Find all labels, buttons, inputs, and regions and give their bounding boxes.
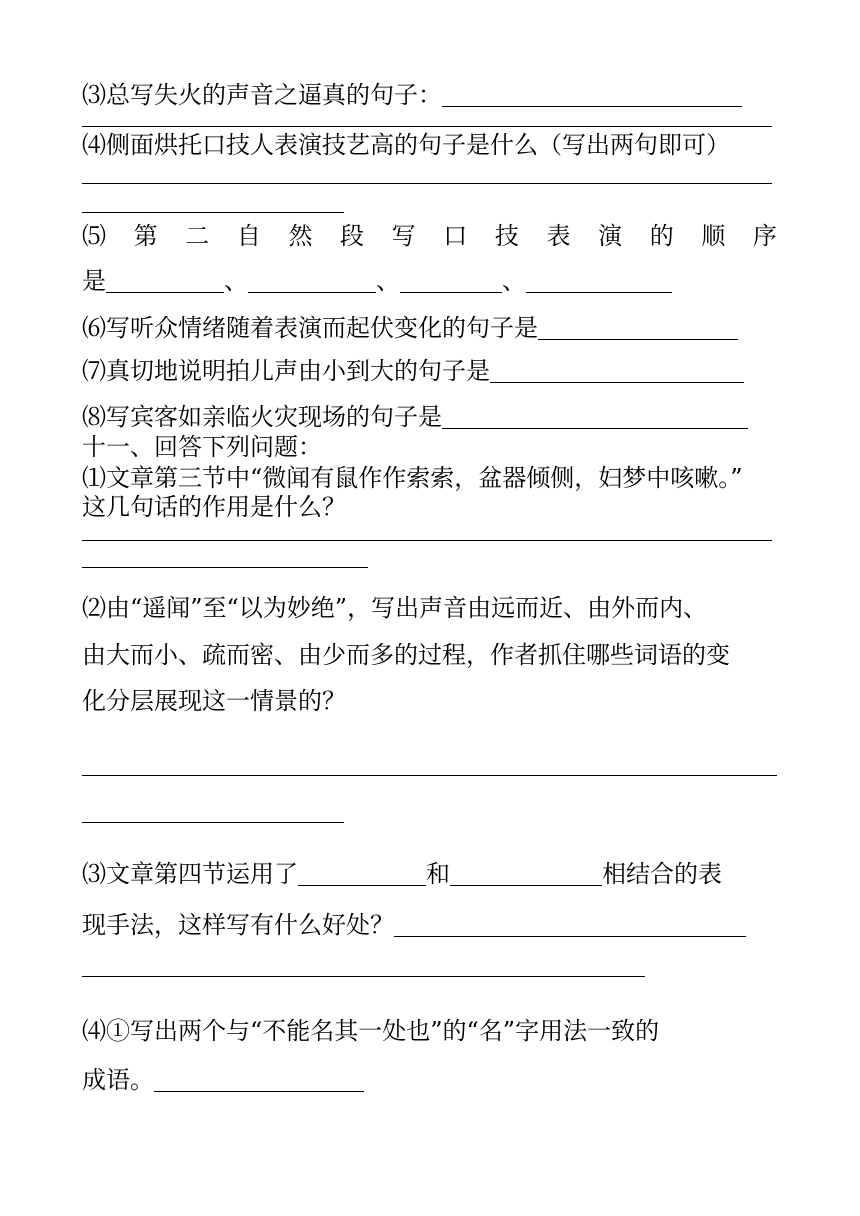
- answer-blank[interactable]: [450, 863, 602, 886]
- q5-char: ⑸: [82, 222, 106, 250]
- question-8: [82, 402, 748, 432]
- answer-line[interactable]: [82, 540, 772, 541]
- question-4: [82, 130, 730, 160]
- section-11-title: 十一、回答下列问题：: [82, 433, 322, 461]
- separator: 、: [502, 267, 526, 295]
- q5-char: 口: [443, 222, 468, 250]
- q5-char: 第: [133, 222, 158, 250]
- answer-blank[interactable]: [106, 270, 224, 293]
- q5-char: 写: [391, 222, 416, 250]
- sub-question-1-text: 这几句话的作用是什么？: [82, 493, 346, 521]
- separator: 、: [376, 267, 400, 295]
- sub-question-1-line2: [82, 492, 346, 522]
- question-7: [82, 356, 744, 386]
- sub-question-3-line2: [82, 910, 746, 940]
- question-3-text: ⑶总写失火的声音之逼真的句子：: [82, 81, 442, 109]
- sub-question-2-line3: [82, 686, 346, 716]
- q5-char: 段: [340, 222, 365, 250]
- answer-blank[interactable]: [394, 914, 746, 937]
- answer-blank[interactable]: [400, 270, 502, 293]
- question-4-text: ⑷侧面烘托口技人表演技艺高的句子是什么（写出两句即可）: [82, 131, 730, 159]
- sub-question-3-text: 现手法，这样写有什么好处？: [82, 911, 394, 939]
- answer-blank[interactable]: [248, 270, 376, 293]
- sub-question-2-text: 由大而小、疏而密、由少而多的过程，作者抓住哪些词语的变: [82, 641, 730, 669]
- question-3: [82, 80, 742, 110]
- answer-blank[interactable]: [298, 863, 426, 886]
- sub-question-4-text: 成语。: [82, 1066, 154, 1094]
- question-7-text: ⑺真切地说明拍儿声由小到大的句子是: [82, 357, 490, 385]
- sub-question-1-text: ⑴文章第三节中“微闻有鼠作作索索，盆器倾侧，妇梦中咳嗽。”: [82, 464, 743, 492]
- q5-char: 然: [288, 222, 313, 250]
- sub-question-3-line1: [82, 859, 722, 889]
- sub-question-2-text: ⑵由“遥闻”至“以为妙绝”，写出声音由远而近、由外而内、: [82, 594, 708, 622]
- sub-question-2-line1: [82, 593, 707, 623]
- question-8-text: ⑻写宾客如亲临火灾现场的句子是: [82, 403, 442, 431]
- q5-char: 的: [649, 222, 674, 250]
- question-6-text: ⑹写听众情绪随着表演而起伏变化的句子是: [82, 314, 538, 342]
- q5-char: 序: [752, 222, 777, 250]
- q5-char: 自: [236, 222, 261, 250]
- sub-question-1-line1: [82, 463, 743, 493]
- sub-question-3-text: ⑶文章第四节运用了: [82, 860, 298, 888]
- answer-blank[interactable]: [154, 1069, 364, 1092]
- answer-blank[interactable]: [538, 317, 738, 340]
- sub-question-2-line2: [82, 640, 730, 670]
- q5-char: 技: [494, 222, 519, 250]
- sub-question-3-text: 相结合的表: [602, 860, 722, 888]
- sub-question-4-line1: [82, 1016, 659, 1046]
- section-heading: [82, 432, 322, 462]
- answer-line[interactable]: [82, 976, 645, 977]
- question-5-line1: [82, 221, 777, 251]
- q5-char: 演: [598, 222, 623, 250]
- answer-line[interactable]: [82, 822, 344, 823]
- answer-line[interactable]: [82, 567, 368, 568]
- sub-question-2-text: 化分层展现这一情景的？: [82, 687, 346, 715]
- q5-char: 表: [546, 222, 571, 250]
- sub-question-4-text: ⑷①写出两个与“不能名其一处也”的“名”字用法一致的: [82, 1017, 660, 1045]
- sub-question-4-line2: [82, 1065, 364, 1095]
- answer-line[interactable]: [82, 183, 772, 184]
- q5-char: 顺: [701, 222, 726, 250]
- answer-line[interactable]: [82, 212, 344, 213]
- answer-blank[interactable]: [490, 360, 744, 383]
- answer-blank[interactable]: [442, 406, 748, 429]
- answer-line[interactable]: [82, 775, 777, 776]
- separator: 、: [224, 267, 248, 295]
- answer-line[interactable]: [82, 126, 772, 127]
- answer-blank[interactable]: [442, 84, 742, 107]
- q5-end: 是: [82, 267, 106, 295]
- sub-question-3-text: 和: [426, 860, 450, 888]
- q5-char: 二: [185, 222, 210, 250]
- question-6: [82, 313, 738, 343]
- question-5-line2: [82, 266, 672, 296]
- answer-blank[interactable]: [526, 270, 672, 293]
